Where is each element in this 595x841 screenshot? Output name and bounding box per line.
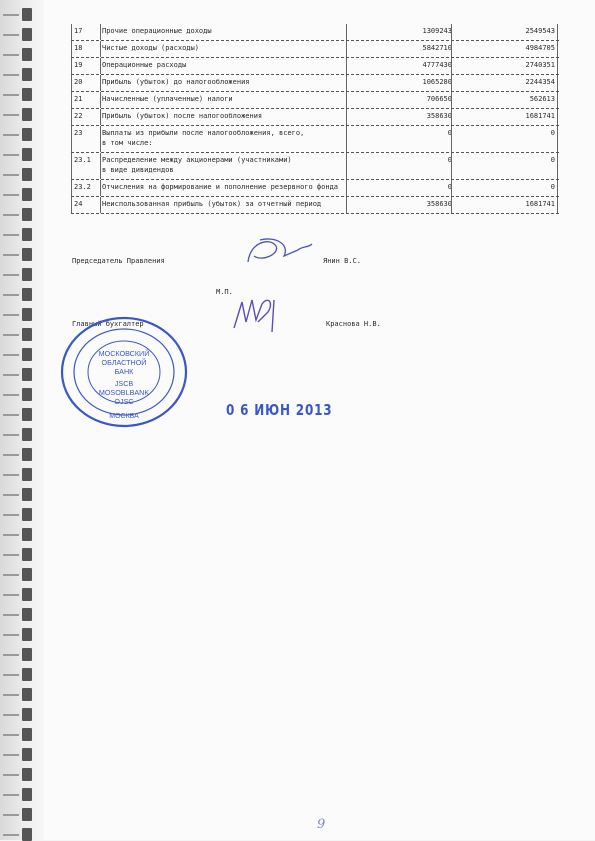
column-rule — [346, 75, 347, 91]
column-rule — [71, 41, 72, 57]
stamp-line: МОСКОВСКИЙ — [98, 349, 150, 358]
value-prior-period: 562613 — [529, 95, 555, 103]
row-number: 19 — [74, 61, 83, 69]
column-rule — [100, 58, 101, 74]
binding-mark — [3, 194, 19, 196]
row-label: Прибыль (убыток) после налогообложения — [102, 112, 263, 120]
table-row — [71, 41, 559, 57]
row-label: Операционные расходы — [102, 61, 187, 69]
binding-mark — [3, 174, 19, 176]
binding-mark — [3, 834, 19, 836]
row-label: Чистые доходы (расходы) — [102, 44, 199, 52]
value-reporting-period: 1065280 — [422, 78, 452, 86]
binding-hole — [22, 248, 32, 261]
binding-hole — [22, 528, 32, 541]
chairman-name: Янин В.С. — [323, 257, 361, 265]
binding-hole — [22, 568, 32, 581]
binding-mark — [3, 394, 19, 396]
binding-hole — [22, 428, 32, 441]
column-rule — [451, 58, 452, 74]
binding-hole — [22, 388, 32, 401]
binding-mark — [3, 254, 19, 256]
binding-mark — [3, 154, 19, 156]
column-rule — [557, 109, 558, 125]
row-number: 23 — [74, 129, 83, 137]
value-prior-period: 2244354 — [525, 78, 555, 86]
row-number: 23.2 — [74, 183, 91, 191]
spiral-binding — [0, 0, 44, 840]
column-rule — [451, 41, 452, 57]
binding-hole — [22, 88, 32, 101]
column-rule — [557, 75, 558, 91]
column-rule — [100, 41, 101, 57]
binding-mark — [3, 374, 19, 376]
stamp-line: OJSC — [114, 397, 134, 406]
accountant-title: Главный бухгалтер — [72, 320, 144, 328]
table-bottom-rule — [71, 213, 559, 214]
column-rule — [71, 24, 72, 40]
column-rule — [557, 24, 558, 40]
table-row — [71, 126, 559, 152]
financial-table — [71, 24, 559, 214]
value-prior-period: 2740351 — [525, 61, 555, 69]
chairman-signature — [240, 232, 320, 272]
column-rule — [100, 24, 101, 40]
binding-mark — [3, 534, 19, 536]
binding-mark — [3, 74, 19, 76]
column-rule — [346, 92, 347, 108]
binding-hole — [22, 8, 32, 21]
column-rule — [100, 126, 101, 152]
row-label: Выплаты из прибыли после налогообложения, всего, — [102, 129, 305, 137]
row-label: Прочие операционные доходы — [102, 27, 212, 35]
table-row — [71, 153, 559, 179]
binding-hole — [22, 48, 32, 61]
table-row — [71, 24, 559, 40]
stamp-line: JSCB — [114, 379, 134, 388]
binding-hole — [22, 468, 32, 481]
table-row — [71, 180, 559, 196]
column-rule — [557, 92, 558, 108]
binding-hole — [22, 108, 32, 121]
column-rule — [71, 180, 72, 196]
binding-mark — [3, 674, 19, 676]
binding-mark — [3, 514, 19, 516]
column-rule — [100, 92, 101, 108]
column-rule — [346, 109, 347, 125]
binding-mark — [3, 354, 19, 356]
column-rule — [100, 109, 101, 125]
binding-hole — [22, 168, 32, 181]
table-row — [71, 109, 559, 125]
column-rule — [557, 58, 558, 74]
row-number: 24 — [74, 200, 83, 208]
row-label: Распределение между акционерами (участниками) — [102, 156, 292, 164]
binding-mark — [3, 794, 19, 796]
binding-hole — [22, 28, 32, 41]
table-row — [71, 58, 559, 74]
column-rule — [346, 41, 347, 57]
column-rule — [71, 197, 72, 213]
binding-mark — [3, 574, 19, 576]
row-number: 20 — [74, 78, 83, 86]
binding-hole — [22, 288, 32, 301]
binding-hole — [22, 508, 32, 521]
value-prior-period: 2549543 — [525, 27, 555, 35]
binding-hole — [22, 328, 32, 341]
value-reporting-period: 0 — [447, 129, 452, 137]
binding-hole — [22, 788, 32, 801]
binding-mark — [3, 494, 19, 496]
binding-mark — [3, 554, 19, 556]
binding-hole — [22, 188, 32, 201]
binding-hole — [22, 488, 32, 501]
binding-hole — [22, 68, 32, 81]
value-prior-period: 0 — [550, 183, 555, 191]
value-reporting-period: 1309243 — [422, 27, 452, 35]
column-rule — [346, 126, 347, 152]
date-stamp: 0 6 ИЮН 2013 — [226, 401, 333, 419]
value-reporting-period: 5842710 — [422, 44, 452, 52]
column-rule — [71, 75, 72, 91]
column-rule — [346, 197, 347, 213]
column-rule — [557, 197, 558, 213]
binding-hole — [22, 208, 32, 221]
column-rule — [100, 75, 101, 91]
column-rule — [451, 197, 452, 213]
binding-mark — [3, 314, 19, 316]
value-prior-period: 0 — [550, 156, 555, 164]
seal-place-label: М.П. — [216, 288, 233, 296]
column-rule — [451, 153, 452, 179]
binding-mark — [3, 474, 19, 476]
column-rule — [557, 126, 558, 152]
value-reporting-period: 0 — [447, 156, 452, 164]
row-number: 22 — [74, 112, 83, 120]
binding-hole — [22, 228, 32, 241]
value-prior-period: 1681741 — [525, 112, 555, 120]
binding-mark — [3, 654, 19, 656]
row-label: Неиспользованная прибыль (убыток) за отчетный период — [102, 200, 322, 208]
binding-hole — [22, 768, 32, 781]
binding-hole — [22, 648, 32, 661]
binding-mark — [3, 294, 19, 296]
binding-hole — [22, 608, 32, 621]
row-number: 21 — [74, 95, 83, 103]
column-rule — [557, 153, 558, 179]
binding-hole — [22, 808, 32, 821]
column-rule — [100, 153, 101, 179]
value-reporting-period: 358630 — [426, 200, 452, 208]
binding-hole — [22, 148, 32, 161]
column-rule — [346, 58, 347, 74]
value-prior-period: 1681741 — [525, 200, 555, 208]
chairman-title: Председатель Правления — [72, 257, 165, 265]
value-reporting-period: 0 — [447, 183, 452, 191]
stamp-line: ОБЛАСТНОЙ — [101, 358, 147, 367]
binding-mark — [3, 414, 19, 416]
row-label-continued: в виде дивидендов — [102, 166, 174, 174]
binding-mark — [3, 54, 19, 56]
binding-mark — [3, 34, 19, 36]
binding-hole — [22, 708, 32, 721]
column-rule — [451, 24, 452, 40]
row-label: Прибыль (убыток) до налогообложения — [102, 78, 250, 86]
binding-mark — [3, 714, 19, 716]
binding-mark — [3, 334, 19, 336]
table-row — [71, 197, 559, 213]
stamp-line: MOSOBLBANK — [98, 388, 150, 397]
binding-hole — [22, 128, 32, 141]
binding-hole — [22, 728, 32, 741]
column-rule — [451, 92, 452, 108]
binding-hole — [22, 588, 32, 601]
row-number: 23.1 — [74, 156, 91, 164]
binding-mark — [3, 814, 19, 816]
binding-hole — [22, 448, 32, 461]
binding-hole — [22, 628, 32, 641]
binding-hole — [22, 348, 32, 361]
column-rule — [100, 197, 101, 213]
binding-mark — [3, 434, 19, 436]
row-label: Начисленные (уплаченные) налоги — [102, 95, 233, 103]
binding-hole — [22, 668, 32, 681]
binding-hole — [22, 828, 32, 841]
binding-mark — [3, 594, 19, 596]
binding-mark — [3, 14, 19, 16]
column-rule — [346, 180, 347, 196]
column-rule — [557, 180, 558, 196]
binding-mark — [3, 634, 19, 636]
column-rule — [346, 153, 347, 179]
binding-mark — [3, 734, 19, 736]
page-number: 9 — [317, 817, 326, 832]
row-number: 18 — [74, 44, 83, 52]
row-number: 17 — [74, 27, 83, 35]
binding-hole — [22, 408, 32, 421]
column-rule — [451, 126, 452, 152]
column-rule — [451, 180, 452, 196]
column-rule — [451, 75, 452, 91]
column-rule — [557, 41, 558, 57]
binding-mark — [3, 274, 19, 276]
binding-mark — [3, 134, 19, 136]
binding-mark — [3, 774, 19, 776]
binding-mark — [3, 454, 19, 456]
column-rule — [100, 180, 101, 196]
column-rule — [71, 153, 72, 179]
binding-hole — [22, 368, 32, 381]
accountant-signature — [228, 292, 288, 342]
binding-mark — [3, 234, 19, 236]
binding-mark — [3, 754, 19, 756]
binding-hole — [22, 268, 32, 281]
stamp-city: МОСКВА — [109, 413, 139, 420]
row-label: Отчисления на формирование и пополнение резервного фонда — [102, 183, 339, 191]
value-reporting-period: 706650 — [426, 95, 452, 103]
value-reporting-period: 4777430 — [422, 61, 452, 69]
table-row — [71, 75, 559, 91]
binding-mark — [3, 694, 19, 696]
row-label-continued: в том числе: — [102, 139, 153, 147]
table-row — [71, 92, 559, 108]
column-rule — [71, 109, 72, 125]
column-rule — [71, 92, 72, 108]
binding-mark — [3, 94, 19, 96]
binding-mark — [3, 614, 19, 616]
stamp-line: БАНК — [114, 367, 134, 376]
binding-hole — [22, 748, 32, 761]
binding-mark — [3, 214, 19, 216]
accountant-name: Краснова Н.В. — [326, 320, 381, 328]
binding-hole — [22, 688, 32, 701]
column-rule — [71, 126, 72, 152]
value-reporting-period: 358630 — [426, 112, 452, 120]
column-rule — [346, 24, 347, 40]
binding-mark — [3, 114, 19, 116]
binding-hole — [22, 548, 32, 561]
binding-hole — [22, 308, 32, 321]
column-rule — [451, 109, 452, 125]
bank-seal — [60, 316, 188, 428]
value-prior-period: 0 — [550, 129, 555, 137]
column-rule — [71, 58, 72, 74]
value-prior-period: 4984705 — [525, 44, 555, 52]
svg-text:МОСКОВСКИЙОБЛАСТНОЙБАНКJSCBMOS — [99, 349, 150, 406]
